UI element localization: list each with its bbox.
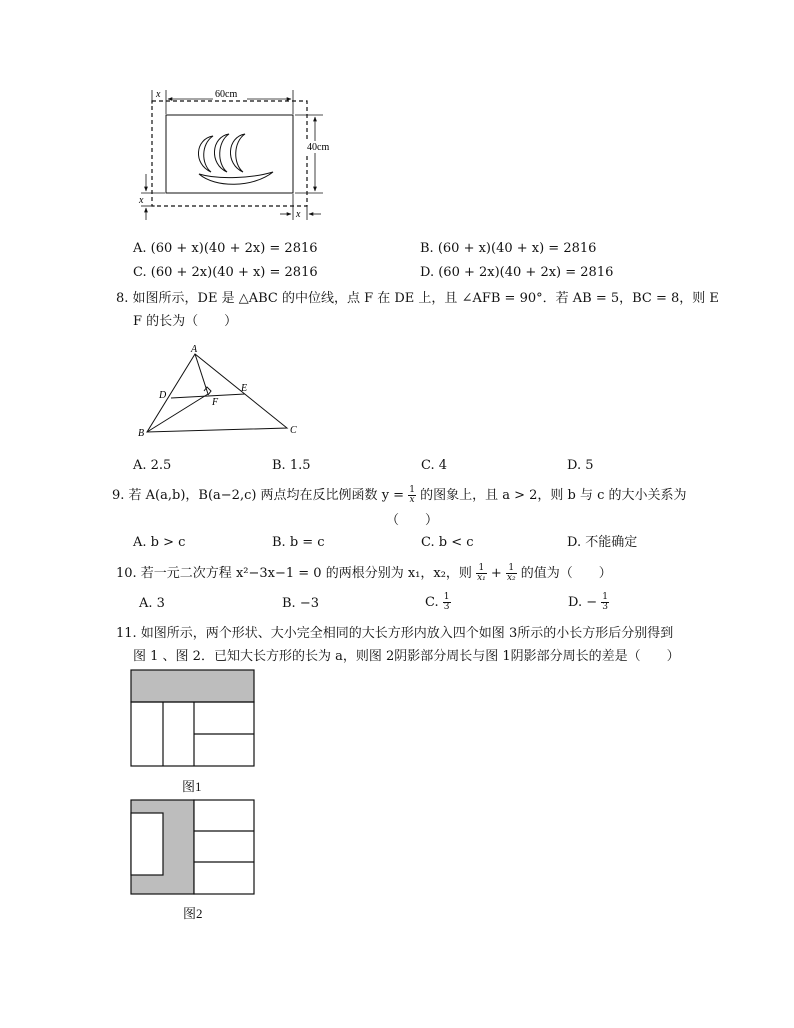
- height-label: 40cm: [307, 142, 330, 153]
- q8-question-line1: 8. 如图所示，DE 是 △ABC 的中位线，点 F 在 DE 上，且 ∠AFB = 90°．若 AB = 5，BC = 8，则 E: [116, 291, 719, 306]
- q9-option-d: D. 不能确定: [567, 535, 638, 550]
- q10-text-b: 的值为（ ）: [520, 566, 612, 581]
- outer-dashed-frame: [152, 101, 307, 206]
- q10-option-d-fraction: $\frac{1}{3}$: [602, 592, 608, 612]
- label-e: E: [241, 383, 248, 394]
- fig1-caption: 图1: [182, 779, 202, 794]
- q8-option-c: C. 4: [421, 458, 448, 473]
- q9-text-b: 的图象上，且 a > 2，则 b 与 c 的大小关系为: [420, 488, 687, 503]
- q9-fraction: $\frac{1}{x}$: [409, 485, 415, 505]
- x-label-left: x: [139, 195, 144, 206]
- q8-option-a: A. 2.5: [133, 458, 172, 473]
- q9-question-line1: [112, 486, 687, 505]
- q8-question-line2: F 的长为（ ）: [133, 314, 238, 329]
- fig1-shaded-region: [131, 670, 254, 702]
- q7-figure: [135, 84, 335, 224]
- q9-option-b: B. b = c: [272, 535, 325, 550]
- label-d: D: [159, 390, 167, 401]
- q8-option-d: D. 5: [567, 458, 594, 473]
- q10-option-d: D. − $\frac{1}{3}$: [568, 592, 608, 612]
- q10-option-c-fraction: $\frac{1}{3}$: [443, 592, 450, 612]
- x-label-top: x: [156, 89, 161, 100]
- inner-picture: [166, 115, 293, 193]
- label-a: A: [191, 344, 198, 355]
- q11-figure-2: [130, 799, 256, 896]
- q10-option-b: B. −3: [282, 596, 319, 611]
- q7-option-d: D. (60 + 2x)(40 + 2x) = 2816: [420, 265, 614, 280]
- q7-option-b: B. (60 + x)(40 + x) = 2816: [420, 241, 597, 256]
- q7-option-a: A. (60 + x)(40 + 2x) = 2816: [133, 241, 318, 256]
- x-label-bottom: x: [296, 209, 301, 220]
- q9-option-a: A. b > c: [133, 535, 186, 550]
- q10-fraction-2: $\frac{1}{\text{x₂}}$: [506, 563, 516, 583]
- q10-fraction-1: $\frac{1}{\text{x₁}}$: [477, 563, 486, 583]
- q10-question: [116, 564, 612, 583]
- q7-option-c: C. (60 + 2x)(40 + x) = 2816: [133, 265, 318, 280]
- q10-text-a: 10. 若一元二次方程 x²−3x−1 = 0 的两根分别为 x₁，x₂，则: [116, 566, 472, 581]
- q9-question-line2: （ ）: [386, 513, 439, 528]
- q10-option-a: A. 3: [139, 596, 165, 611]
- q11-question-line2: 图 1 、图 2．已知大长方形的长为 a，则图 2阴影部分周长与图 1阴影部分周长的差是（ ）: [133, 649, 680, 664]
- boat-icon: [198, 134, 273, 184]
- fig2-caption: 图2: [183, 906, 203, 921]
- q8-triangle-figure: [135, 344, 305, 444]
- q11-question-line1: 11. 如图所示，两个形状、大小完全相同的大长方形内放入四个如图 3所示的小长方形后分别得到: [116, 626, 674, 641]
- label-c: C: [290, 425, 297, 436]
- q9-text-a: 9. 若 A(a,b)，B(a−2,c) 两点均在反比例函数 y =: [112, 488, 405, 503]
- q9-option-c: C. b < c: [421, 535, 474, 550]
- q10-plus: +: [490, 566, 502, 581]
- label-b: B: [138, 428, 145, 439]
- q11-figure-1: [130, 669, 256, 768]
- width-label: 60cm: [215, 89, 238, 100]
- q8-option-b: B. 1.5: [272, 458, 311, 473]
- q10-option-c: C. $\frac{1}{3}$: [425, 592, 450, 612]
- label-f: F: [212, 397, 219, 408]
